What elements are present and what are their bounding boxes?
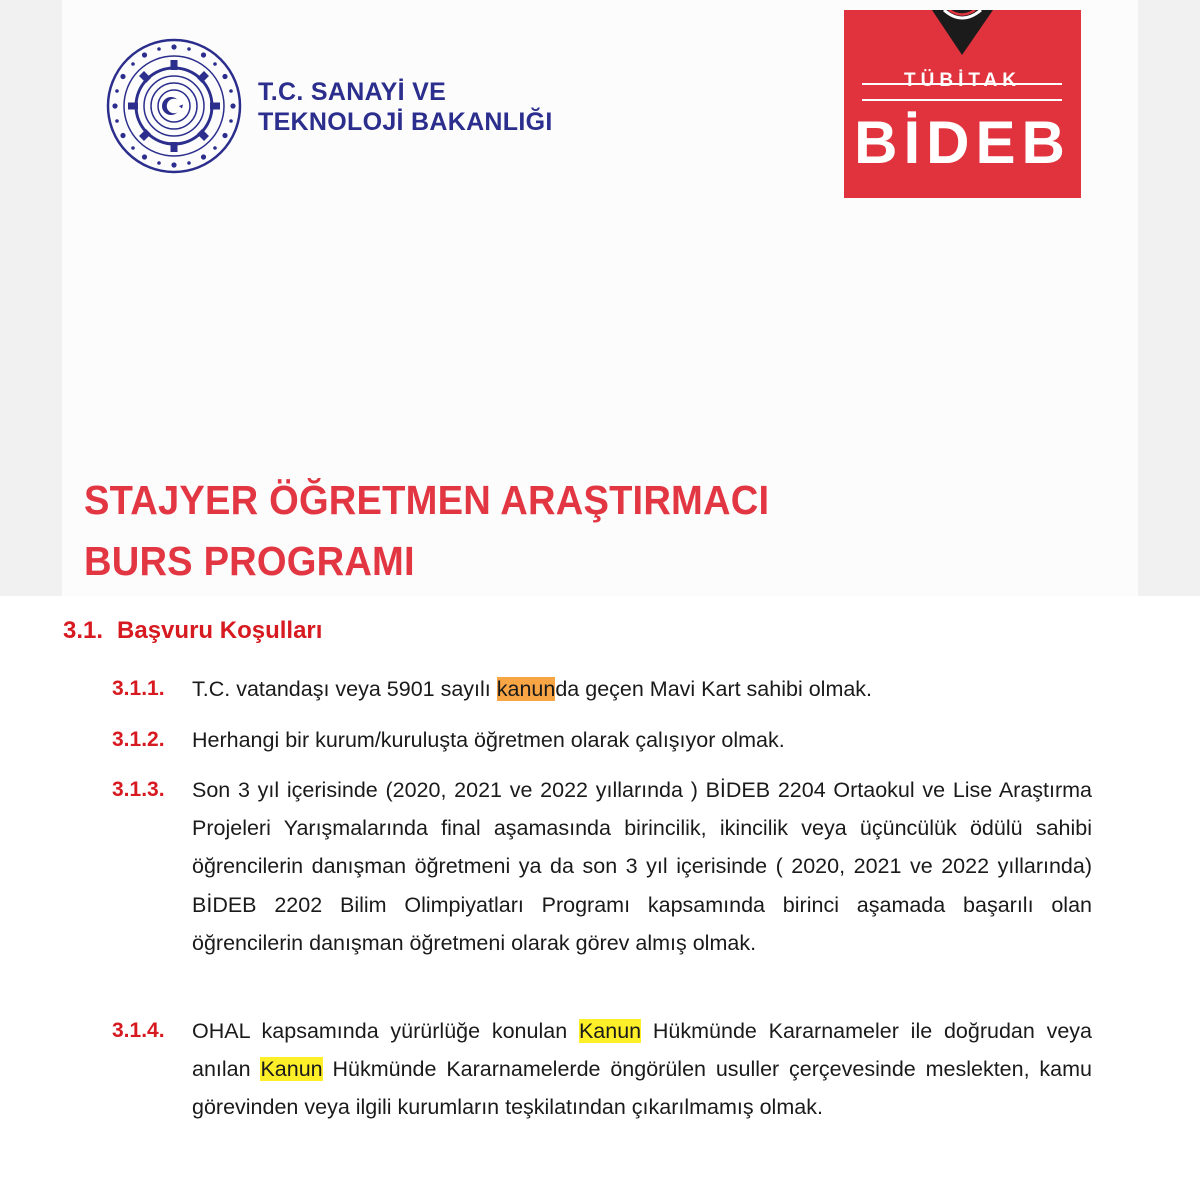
document-title [84, 470, 769, 592]
ministry-name-line2: TEKNOLOJİ BAKANLIĞI [258, 108, 553, 136]
highlighted-term: kanun [496, 677, 556, 701]
bideb-wordmark: BİDEB [854, 109, 1071, 176]
document-title-line2: BURS PROGRAMI [84, 538, 415, 584]
bideb-divider-bottom [862, 99, 1062, 101]
list-item [112, 771, 1097, 962]
ministry-name-line1: T.C. SANAYİ VE [258, 78, 447, 106]
item-text-part: Hükmünde Kararnamelerde öngörülen usuller çerçevesinde meslekten, kamu görevinden veya ilgili kurumların teşkilatından çıkarılmamış olmak. [192, 1057, 1092, 1120]
item-number: 3.1.1. [112, 677, 165, 700]
ministry-name [258, 77, 553, 137]
item-text [192, 1012, 1092, 1127]
item-number: 3.1.4. [112, 1019, 165, 1042]
item-text: Herhangi bir kurum/kuruluşta öğretmen olarak çalışıyor olmak. [192, 728, 785, 752]
section-heading [63, 617, 322, 645]
list-item [112, 1012, 1097, 1127]
section-title: Başvuru Koşulları [117, 617, 323, 644]
item-text [192, 670, 1092, 708]
item-text-part: OHAL kapsamında yürürlüğe konulan [192, 1019, 579, 1043]
list-item [112, 670, 1097, 708]
list-item [112, 721, 1097, 759]
item-text: Son 3 yıl içerisinde (2020, 2021 ve 2022 yıllarında ) BİDEB 2204 Ortaokul ve Lise Araştırma Projeleri Yarışmalarında final aşamasında birincilik, ikincilik veya üçüncülük ödülü sahibi öğrencilerin danışman öğretmeni ya da son 3 yıl içerisinde ( 2020, 2021 ve 2022 yıllarında) BİDEB 2202 Bilim Olimpiyatları Programı kapsamında birinci aşamada başarılı olan öğrencilerin danışman öğretmeni olarak görev almış olmak. [192, 778, 1092, 955]
section-number: 3.1. [63, 617, 104, 644]
ministry-seal-logo [104, 36, 244, 176]
bideb-tubitak-label: TÜBİTAK [904, 70, 1021, 91]
bideb-logo [844, 10, 1081, 198]
document-title-line1: STAJYER ÖĞRETMEN ARAŞTIRMACI [84, 477, 770, 523]
highlighted-term: Kanun [578, 1019, 642, 1043]
item-text-part: da geçen Mavi Kart sahibi olmak. [555, 677, 873, 701]
highlighted-term: Kanun [260, 1057, 323, 1082]
item-number: 3.1.3. [112, 778, 165, 801]
item-text-part: T.C. vatandaşı veya 5901 sayılı [192, 677, 497, 701]
item-number: 3.1.2. [112, 728, 165, 751]
item-text-part: Hükmünde Kararnameler ile doğrudan veya anılan [192, 1019, 1093, 1082]
